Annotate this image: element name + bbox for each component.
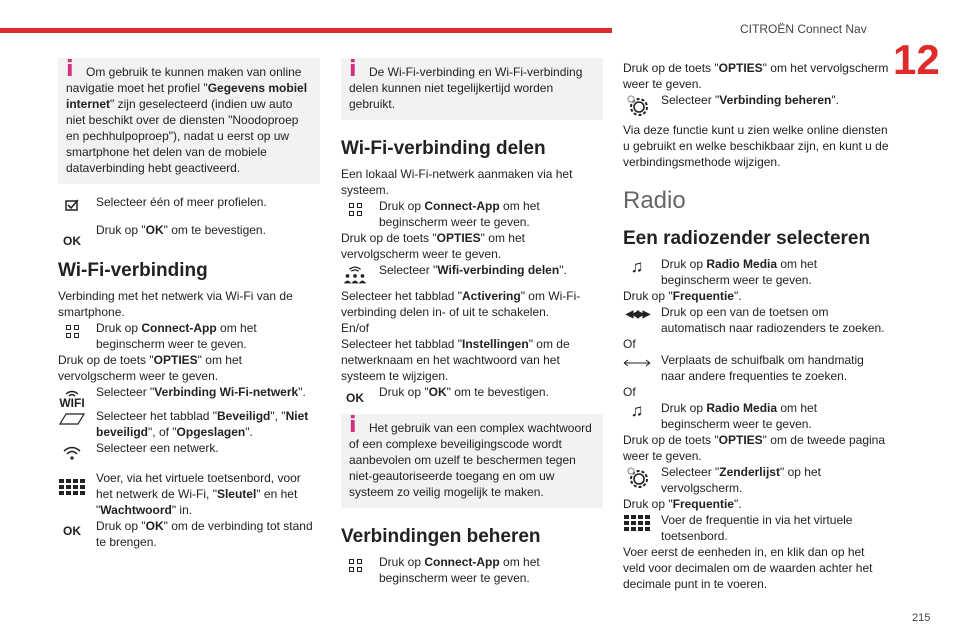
step-radio-media-2: ♫ Druk op Radio Media om het beginscherm weer te geven. <box>623 400 889 432</box>
text-opties: Druk op de toets "OPTIES" om het vervolgscherm weer te geven. <box>341 231 525 261</box>
chapter-number: 12 <box>893 36 940 83</box>
text-en-of: En/of <box>341 321 370 335</box>
step-confirm-ok: OK Druk op "OK" om te bevestigen. <box>341 384 603 402</box>
column-2 <box>341 58 603 586</box>
apps-grid-icon <box>341 554 369 576</box>
text-opties: Druk op de toets "OPTIES" om het vervolgscherm weer te geven. <box>58 353 242 383</box>
step-keyboard: Voer de frequentie in via het virtuele toetsenbord. <box>623 512 889 544</box>
info-box-not-simultaneous: i De Wi-Fi-verbinding en Wi-Fi-verbinding delen kunnen niet tegelijkertijd worden gebruikt. <box>341 58 603 120</box>
wifi-label-icon: WIFI <box>58 388 86 410</box>
text-opties-2: Druk op de toets "OPTIES" om de tweede pagina weer te geven. <box>623 433 886 463</box>
step-select-profiles: Selecteer één of meer profielen. <box>58 194 320 212</box>
wifi-icon <box>58 442 86 464</box>
step-zenderlijst: Selecteer "Zenderlijst" op het vervolgscherm. <box>623 464 889 496</box>
text-of-2: Of <box>623 385 636 399</box>
share-users-icon <box>341 264 369 286</box>
gear-icon <box>623 466 651 488</box>
step-connect-app: Druk op Connect-App om het beginscherm weer te geven. <box>58 320 320 352</box>
heading-verbindingen-beheren: Verbindingen beheren <box>341 526 541 547</box>
step-confirm-ok: OK Druk op "OK" om te bevestigen. <box>58 222 320 240</box>
step-select-network: Selecteer een netwerk. <box>58 440 320 458</box>
music-note-icon: ♫ <box>630 257 644 276</box>
ok-icon: OK <box>346 391 364 405</box>
ok-icon: OK <box>63 234 81 248</box>
heading-wifi-verbinding: Wi-Fi-verbinding <box>58 260 208 281</box>
text-frequentie-2: Druk op "Frequentie". <box>623 497 742 511</box>
step-radio-media: ♫ Druk op Radio Media om het beginscherm weer te geven. <box>623 256 889 288</box>
keyboard-icon <box>623 512 651 534</box>
slider-icon <box>623 352 651 374</box>
ok-icon: OK <box>63 524 81 538</box>
step-select-wifi-network: WIFI Selecteer "Verbinding Wi-Fi-netwerk". <box>59 385 306 410</box>
gear-icon <box>623 94 651 116</box>
header-title: CITROËN Connect Nav <box>740 22 867 36</box>
step-select-share: Selecteer "Wifi-verbinding delen". <box>341 262 603 280</box>
info-icon: i <box>349 57 357 82</box>
seek-arrows-icon: ◀◀▶▶ <box>625 309 649 320</box>
music-note-icon: ♫ <box>630 401 644 420</box>
info-box-online-navigation <box>58 58 320 184</box>
tab-icon <box>58 408 86 430</box>
apps-grid-icon <box>58 320 86 342</box>
info-icon: i <box>66 57 74 82</box>
text-opties: Druk op de toets "OPTIES" om het vervolgscherm weer te geven. <box>623 61 889 91</box>
text-instellingen: Selecteer het tabblad "Instellingen" om de netwerknaam en het wachtwoord van het systeem te wijzigen. <box>341 337 570 383</box>
step-enter-key: Voer, via het virtuele toetsenbord, voor het netwerk de Wi-Fi, "Sleutel" en het "Wachtwoord" in. <box>58 470 320 518</box>
page-number: 215 <box>912 612 931 624</box>
info-box-password: i Het gebruik van een complex wachtwoord of een complexe beveiligingscode wordt aanbevolen om uzelf te beschermen tegen niet-geautoriseerde toegang en om uw systeem zo veilig mogelijk te maken. <box>341 414 603 508</box>
info-icon: i <box>349 413 357 438</box>
step-select-tab: Selecteer het tabblad "Beveiligd", "Niet beveiligd", of "Opgeslagen". <box>58 408 320 440</box>
checkbox-icon <box>58 194 86 216</box>
text-frequentie: Druk op "Frequentie". <box>623 289 742 303</box>
share-intro: Een lokaal Wi-Fi-netwerk aanmaken via het systeem. <box>341 167 573 197</box>
step-seek: ◀◀▶▶ Druk op een van de toetsen om automatisch naar radiozenders te zoeken. <box>623 304 889 336</box>
text-activering: Selecteer het tabblad "Activering" om Wi-Fi-verbinding delen in- of uit te schakelen. <box>341 289 581 319</box>
text-of: Of <box>623 337 636 351</box>
step-connect-ok: OK Druk op "OK" om de verbinding tot stand te brengen. <box>58 518 320 550</box>
header-red-bar <box>0 28 612 33</box>
column-1 <box>58 58 320 550</box>
keyboard-icon <box>58 476 86 498</box>
heading-wifi-delen: Wi-Fi-verbinding delen <box>341 138 546 159</box>
heading-radio: Radio <box>623 187 686 214</box>
column-3 <box>623 60 889 592</box>
step-connect-app: Druk op Connect-App om het beginscherm weer te geven. <box>341 198 603 230</box>
step-manage-connections: Selecteer "Verbinding beheren". <box>623 92 889 110</box>
info-text: Om gebruik te kunnen maken van online navigatie moet het profiel "Gegevens mobiel internet" zijn geselecteerd (indien uw auto niet beschikt over de diensten "Noodoproep en pechhulpoproep"), nadat u eerst op uw smartphone het delen van de mobiele dataverbinding hebt geactiveerd. <box>66 65 308 175</box>
step-connect-app-2: Druk op Connect-App om het beginscherm weer te geven. <box>341 554 603 586</box>
apps-grid-icon <box>341 198 369 220</box>
step-slider: Verplaats de schuifbalk om handmatig naar andere frequenties te zoeken. <box>623 352 889 384</box>
text-decimals: Voer eerst de eenheden in, en klik dan op het veld voor decimalen om de waarden achter het decimale punt in te voeren. <box>623 545 873 591</box>
wifi-intro: Verbinding met het netwerk via Wi-Fi van de smartphone. <box>58 289 293 319</box>
text-functie: Via deze functie kunt u zien welke online diensten u gebruikt en welke beschikbaar zijn, en kunt u de verbindingsmethode wijzigen. <box>623 123 889 169</box>
heading-radiozender-selecteren: Een radiozender selecteren <box>623 228 871 249</box>
